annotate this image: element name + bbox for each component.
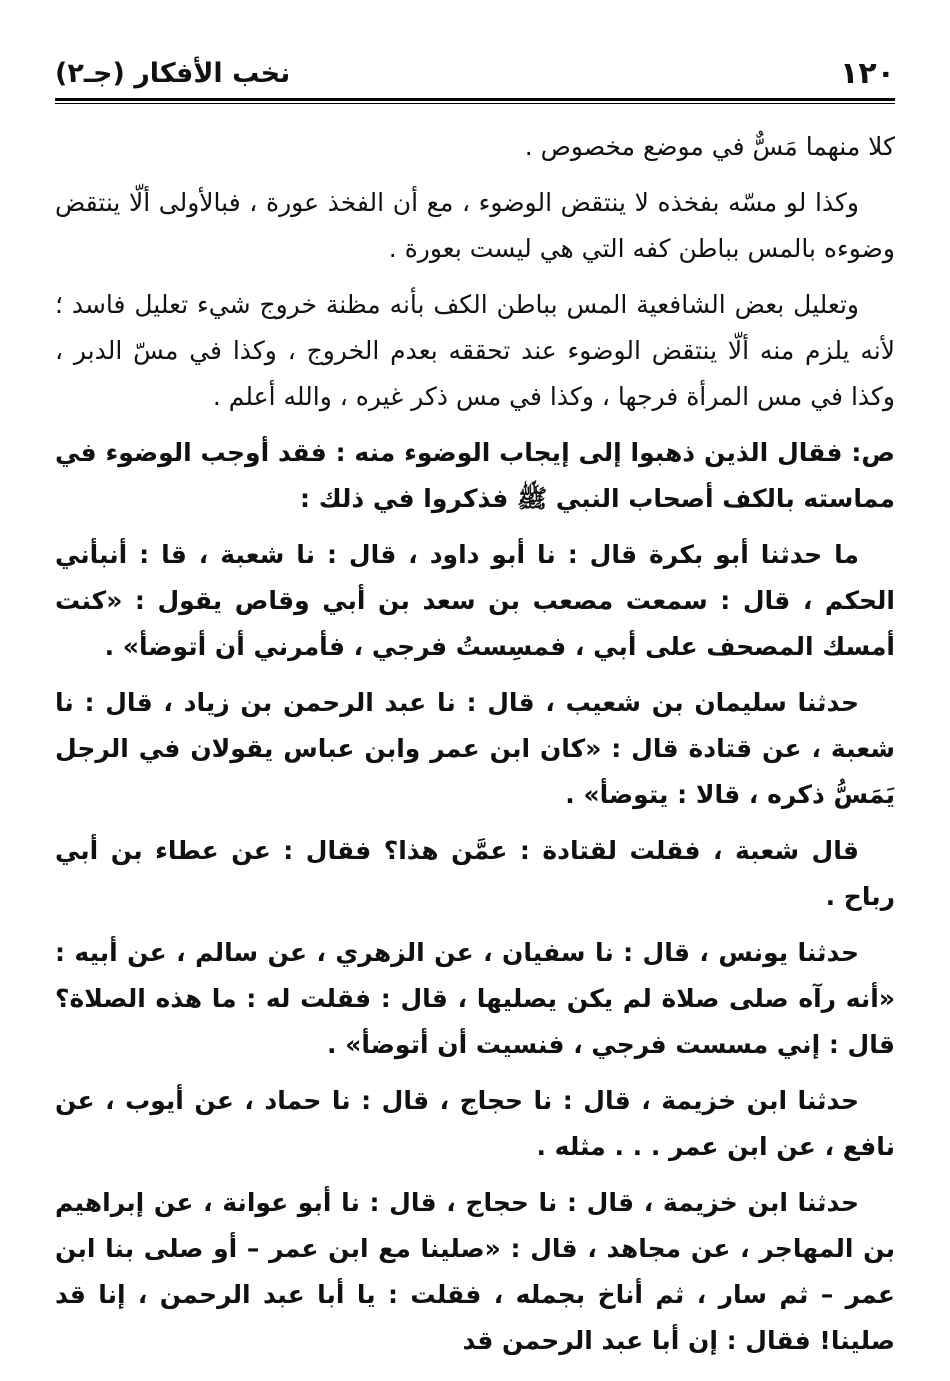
commentary-paragraph: وتعليل بعض الشافعية المس بباطن الكف بأنه مظنة خروج شيء تعليل فاسد ؛ لأنه يلزم منه ألّا ينتقض الوضوء عند تحققه بعدم الخروج ، وكذا في مسّ الدبر ، وكذا في مس المرأة فرجها ، وكذا في مس ذكر غيره ، والله أعلم . — [55, 290, 895, 411]
hadith-paragraph: حدثنا ابن خزيمة ، قال : نا حجاج ، قال : نا حماد ، عن أيوب ، عن نافع ، عن ابن عمر . . . مثله . — [55, 1086, 895, 1161]
hadith-paragraph: قال شعبة ، فقلت لقتادة : عمَّن هذا؟ فقال : عن عطاء بن أبي رباح . — [55, 836, 895, 911]
hadith-paragraph: حدثنا سليمان بن شعيب ، قال : نا عبد الرحمن بن زياد ، قال : نا شعبة ، عن قتادة قال : «كان ابن عمر وابن عباس يقولان في الرجل يَمَسُّ ذكره ، قالا : يتوضأ» . — [55, 688, 895, 809]
page-body — [55, 124, 895, 1364]
section-marker: ص: — [851, 438, 895, 467]
book-page — [55, 50, 895, 1355]
matn-paragraph — [55, 430, 895, 522]
hadith-paragraph: ما حدثنا أبو بكرة قال : نا أبو داود ، قال : نا شعبة ، قا : أنبأني الحكم ، قال : سمعت مصعب بن سعد بن أبي وقاص يقول : «كنت أمسك المصحف على أبي ، فمسِستُ فرجي ، فأمرني أن أتوضأ» . — [55, 540, 895, 661]
hadith-paragraph: حدثنا يونس ، قال : نا سفيان ، عن الزهري ، عن سالم ، عن أبيه : «أنه رآه صلى صلاة لم يكن يصليها ، قال : فقلت له : ما هذه الصلاة؟ قال : إني مسست فرجي ، فنسيت أن أتوضأ» . — [55, 938, 895, 1059]
commentary-paragraph: وكذا لو مسّه بفخذه لا ينتقض الوضوء ، مع أن الفخذ عورة ، فبالأولى ألّا ينتقض وضوءه بالمس بباطن كفه التي هي ليست بعورة . — [55, 188, 895, 263]
header-rule — [55, 98, 895, 104]
page-number: ١٢٠ — [840, 56, 895, 91]
matn-text: فقال الذين ذهبوا إلى إيجاب الوضوء منه : فقد أوجب الوضوء في مماسته بالكف أصحاب النبي ﷺ فذكروا في ذلك : — [55, 438, 895, 513]
book-title: نخب الأفكار (جـ٢) — [55, 58, 291, 89]
hadith-paragraph: حدثنا ابن خزيمة ، قال : نا حجاج ، قال : نا أبو عوانة ، عن إبراهيم بن المهاجر ، عن مجاهد ، قال : «صلينا مع ابن عمر – أو صلى بنا ابن عمر – ثم سار ، ثم أناخ بجمله ، فقلت : يا أبا عبد الرحمن ، إنا قد صلينا! فقال : إن أبا عبد الرحمن قد — [55, 1188, 895, 1355]
commentary-paragraph: كلا منهما مَسٌّ في موضع مخصوص . — [524, 132, 895, 161]
running-header — [55, 50, 895, 98]
